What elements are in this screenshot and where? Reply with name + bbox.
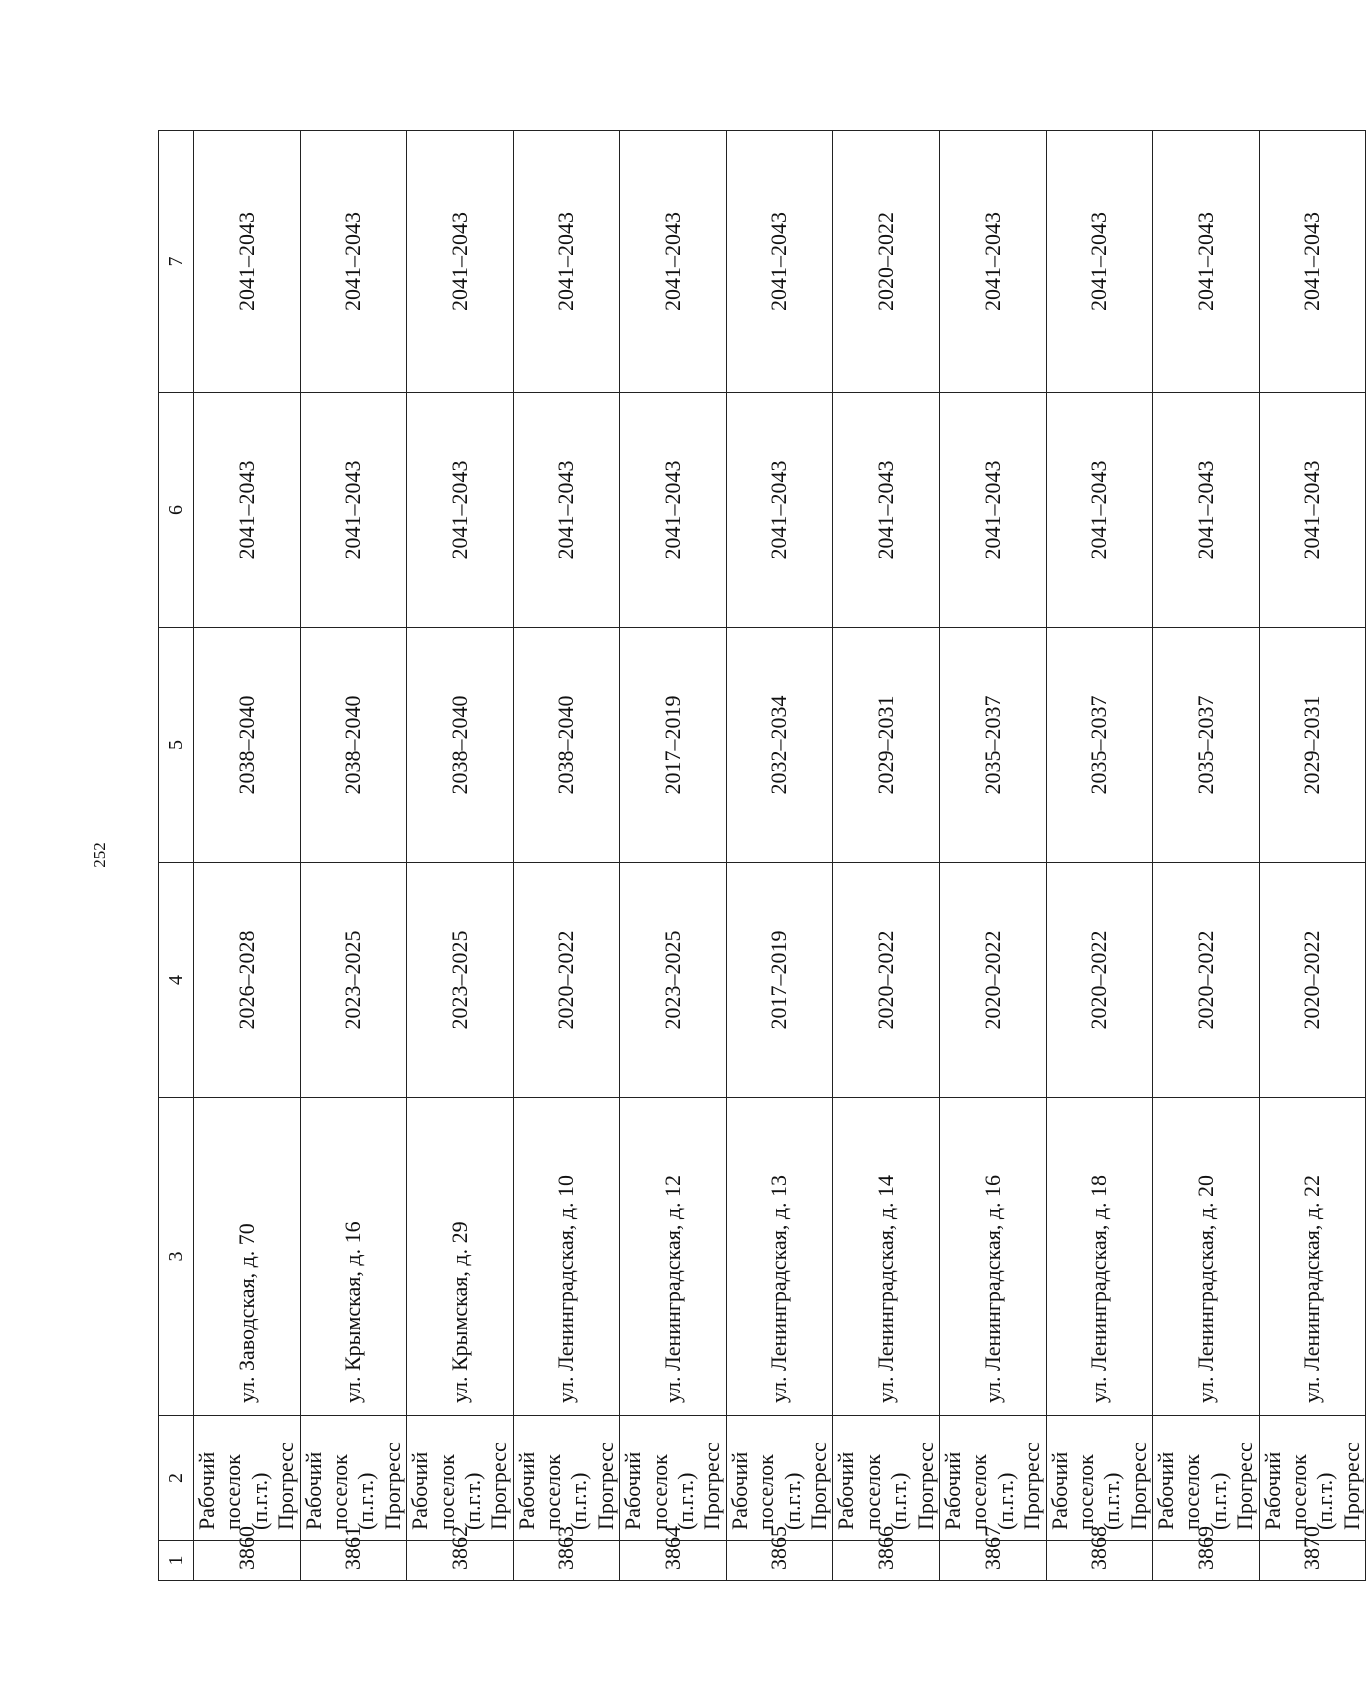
address: ул. Заводская, д. 70	[194, 1098, 301, 1416]
period-col-7: 2020–2022	[833, 131, 940, 393]
table-row	[620, 131, 727, 1581]
address: ул. Крымская, д. 16	[300, 1098, 407, 1416]
period-col-7: 2041–2043	[726, 131, 833, 393]
row-number: 3863	[513, 1541, 620, 1581]
settlement-name: Рабочий поселок (п.г.т.) Прогресс	[726, 1416, 833, 1541]
settlement-name: Рабочий поселок (п.г.т.) Прогресс	[513, 1416, 620, 1541]
row-number: 3865	[726, 1541, 833, 1581]
row-number: 3868	[1046, 1541, 1153, 1581]
table-row	[300, 131, 407, 1581]
address: ул. Ленинградская, д. 18	[1046, 1098, 1153, 1416]
column-header-6: 6	[159, 393, 194, 628]
address: ул. Ленинградская, д. 20	[1153, 1098, 1260, 1416]
period-col-6: 2041–2043	[1153, 393, 1260, 628]
address: ул. Ленинградская, д. 13	[726, 1098, 833, 1416]
row-number: 3869	[1153, 1541, 1260, 1581]
period-col-4: 2020–2022	[1259, 863, 1366, 1098]
settlement-name: Рабочий поселок (п.г.т.) Прогресс	[620, 1416, 727, 1541]
row-number: 3867	[939, 1541, 1046, 1581]
period-col-7: 2041–2043	[194, 131, 301, 393]
period-col-5: 2038–2040	[513, 628, 620, 863]
settlement-name: Рабочий поселок (п.г.т.) Прогресс	[1153, 1416, 1260, 1541]
period-col-5: 2038–2040	[407, 628, 514, 863]
settlement-name: Рабочий поселок (п.г.т.) Прогресс	[1046, 1416, 1153, 1541]
period-col-7: 2041–2043	[939, 131, 1046, 393]
period-col-4: 2020–2022	[833, 863, 940, 1098]
period-col-5: 2035–2037	[939, 628, 1046, 863]
period-col-6: 2041–2043	[726, 393, 833, 628]
table-row	[726, 131, 833, 1581]
table-row	[407, 131, 514, 1581]
table-row	[513, 131, 620, 1581]
period-col-7: 2041–2043	[1153, 131, 1260, 393]
column-header-5: 5	[159, 628, 194, 863]
address: ул. Ленинградская, д. 16	[939, 1098, 1046, 1416]
address: ул. Ленинградская, д. 10	[513, 1098, 620, 1416]
period-col-6: 2041–2043	[1046, 393, 1153, 628]
period-col-4: 2026–2028	[194, 863, 301, 1098]
address: ул. Ленинградская, д. 14	[833, 1098, 940, 1416]
period-col-6: 2041–2043	[939, 393, 1046, 628]
period-col-7: 2041–2043	[300, 131, 407, 393]
period-col-6: 2041–2043	[407, 393, 514, 628]
period-col-6: 2041–2043	[1259, 393, 1366, 628]
row-number: 3862	[407, 1541, 514, 1581]
period-col-6: 2041–2043	[833, 393, 940, 628]
settlement-name: Рабочий поселок (п.г.т.) Прогресс	[407, 1416, 514, 1541]
period-col-5: 2035–2037	[1046, 628, 1153, 863]
period-col-4: 2023–2025	[620, 863, 727, 1098]
period-col-4: 2020–2022	[939, 863, 1046, 1098]
column-header-4: 4	[159, 863, 194, 1098]
schedule-table	[158, 130, 1366, 1581]
period-col-5: 2029–2031	[1259, 628, 1366, 863]
table-row	[194, 131, 301, 1581]
schedule-table-container	[158, 131, 1364, 1581]
page-number: 252	[90, 842, 109, 868]
period-col-4: 2023–2025	[407, 863, 514, 1098]
period-col-7: 2041–2043	[620, 131, 727, 393]
table-row	[1046, 131, 1153, 1581]
period-col-7: 2041–2043	[407, 131, 514, 393]
period-col-7: 2041–2043	[1046, 131, 1153, 393]
settlement-name: Рабочий поселок (п.г.т.) Прогресс	[939, 1416, 1046, 1541]
period-col-5: 2038–2040	[300, 628, 407, 863]
address: ул. Ленинградская, д. 22	[1259, 1098, 1366, 1416]
row-number: 3864	[620, 1541, 727, 1581]
table-row	[833, 131, 940, 1581]
period-col-5: 2038–2040	[194, 628, 301, 863]
column-header-2: 2	[159, 1416, 194, 1541]
period-col-4: 2020–2022	[1046, 863, 1153, 1098]
column-header-3: 3	[159, 1098, 194, 1416]
period-col-6: 2041–2043	[194, 393, 301, 628]
period-col-7: 2041–2043	[1259, 131, 1366, 393]
period-col-4: 2023–2025	[300, 863, 407, 1098]
period-col-6: 2041–2043	[513, 393, 620, 628]
table-row	[939, 131, 1046, 1581]
row-number: 3861	[300, 1541, 407, 1581]
column-header-7: 7	[159, 131, 194, 393]
period-col-4: 2020–2022	[513, 863, 620, 1098]
period-col-4: 2020–2022	[1153, 863, 1260, 1098]
period-col-4: 2017–2019	[726, 863, 833, 1098]
period-col-6: 2041–2043	[300, 393, 407, 628]
period-col-7: 2041–2043	[513, 131, 620, 393]
period-col-5: 2017–2019	[620, 628, 727, 863]
settlement-name: Рабочий поселок (п.г.т.) Прогресс	[833, 1416, 940, 1541]
period-col-5: 2029–2031	[833, 628, 940, 863]
address: ул. Ленинградская, д. 12	[620, 1098, 727, 1416]
row-number: 3866	[833, 1541, 940, 1581]
settlement-name: Рабочий поселок (п.г.т.) Прогресс	[1259, 1416, 1366, 1541]
row-number: 3860	[194, 1541, 301, 1581]
table-header-row	[159, 131, 194, 1581]
row-number: 3870	[1259, 1541, 1366, 1581]
period-col-5: 2035–2037	[1153, 628, 1260, 863]
table-row	[1259, 131, 1366, 1581]
period-col-6: 2041–2043	[620, 393, 727, 628]
column-header-1: 1	[159, 1541, 194, 1581]
table-row	[1153, 131, 1260, 1581]
settlement-name: Рабочий поселок (п.г.т.) Прогресс	[194, 1416, 301, 1541]
period-col-5: 2032–2034	[726, 628, 833, 863]
address: ул. Крымская, д. 29	[407, 1098, 514, 1416]
settlement-name: Рабочий поселок (п.г.т.) Прогресс	[300, 1416, 407, 1541]
